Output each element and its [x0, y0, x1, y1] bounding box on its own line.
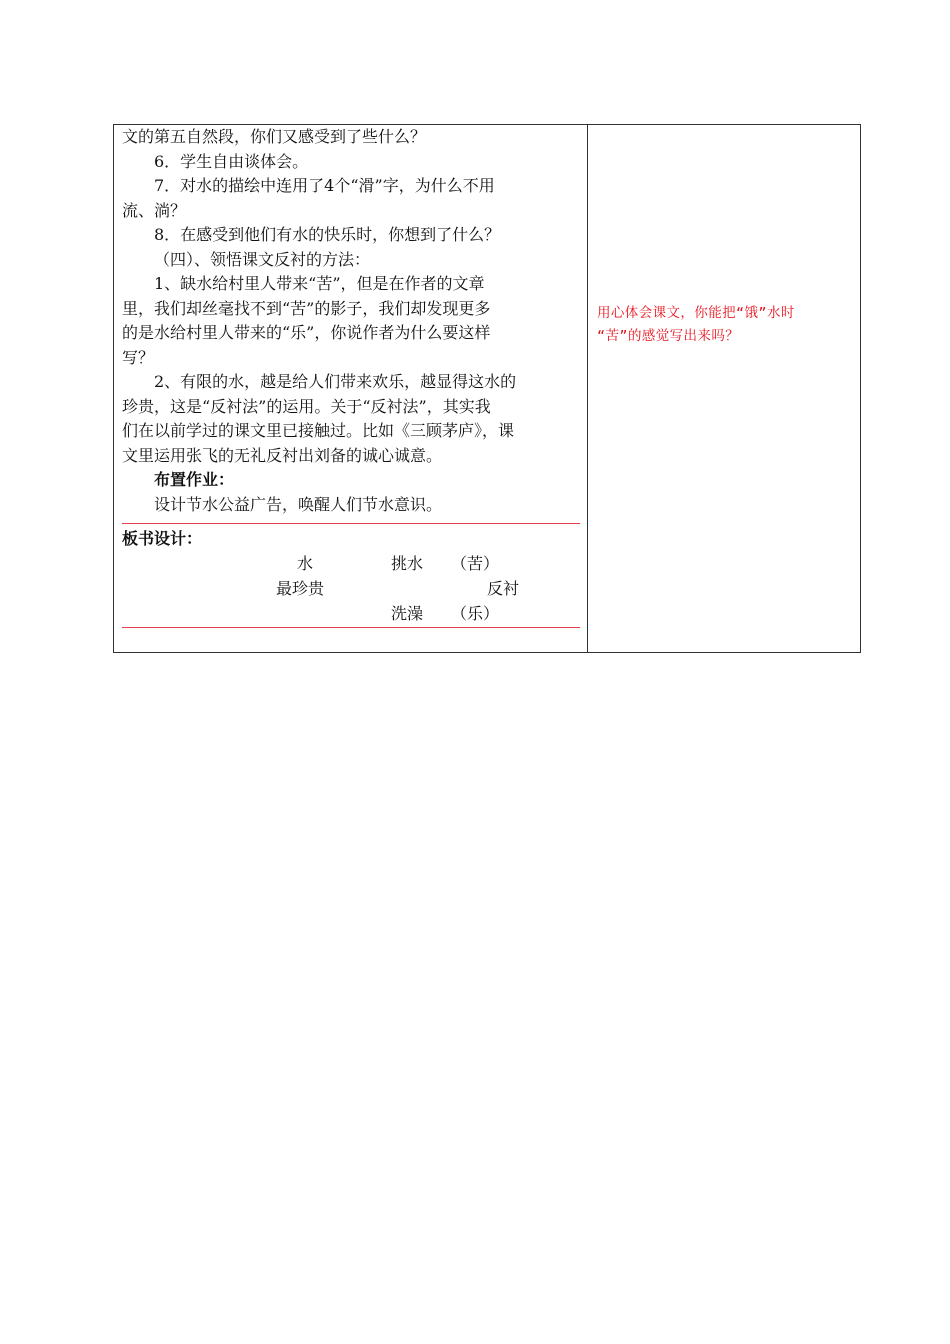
side-note-line: “苦”的感觉写出来吗？ — [597, 328, 740, 344]
lesson-line: 1、缺水给村里人带来“苦”，但是在作者的文章 — [154, 274, 485, 293]
side-note-line: 用心体会课文，你能把“饿”水时 — [597, 305, 795, 321]
side-annotation — [597, 302, 859, 348]
lesson-line: 流、淌？ — [122, 200, 187, 220]
red-separator-bottom — [122, 627, 580, 628]
lesson-line: 2、有限的水，越是给人们带来欢乐，越显得这水的 — [154, 372, 517, 391]
lesson-line: 文里运用张飞的无礼反衬出刘备的诚心诚意。 — [122, 445, 443, 465]
board-word-bath: 洗澡 — [391, 604, 424, 623]
blackboard-design — [114, 125, 587, 654]
section-heading: （四）、领悟课文反衬的方法： — [154, 249, 371, 269]
column-divider — [587, 125, 588, 652]
lesson-line: 6．学生自由谈体会。 — [154, 151, 309, 171]
board-word-water: 水 — [297, 554, 314, 573]
board-word-precious: 最珍贵 — [276, 579, 325, 598]
homework-text: 设计节水公益广告，唤醒人们节水意识。 — [154, 494, 443, 514]
lesson-line: 文的第五自然段，你们又感受到了些什么？ — [122, 127, 427, 146]
board-title: 板书设计： — [122, 529, 203, 548]
homework-title: 布置作业： — [154, 470, 235, 489]
board-word-contrast: 反衬 — [487, 579, 520, 598]
lesson-line: 里，我们却丝毫找不到“苦”的影子，我们却发现更多 — [122, 298, 491, 318]
lesson-line: 8．在感受到他们有水的快乐时，你想到了什么？ — [154, 225, 501, 244]
lesson-line: 7．对水的描绘中连用了4个“滑”字，为什么不用 — [154, 176, 495, 195]
board-word-joy: （乐） — [451, 604, 500, 623]
lesson-plan-table — [113, 124, 861, 653]
lesson-line: 的是水给村里人带来的“乐”，你说作者为什么要这样 — [122, 323, 491, 342]
lesson-line: 珍贵，这是“反衬法”的运用。关于“反衬法”，其实我 — [122, 396, 491, 416]
lesson-line: 们在以前学过的课文里已接触过。比如《三顾茅庐》，课 — [122, 421, 515, 440]
lesson-line: 写？ — [122, 347, 155, 367]
board-word-carry: 挑水 — [391, 554, 424, 573]
board-word-bitter: （苦） — [451, 554, 500, 573]
